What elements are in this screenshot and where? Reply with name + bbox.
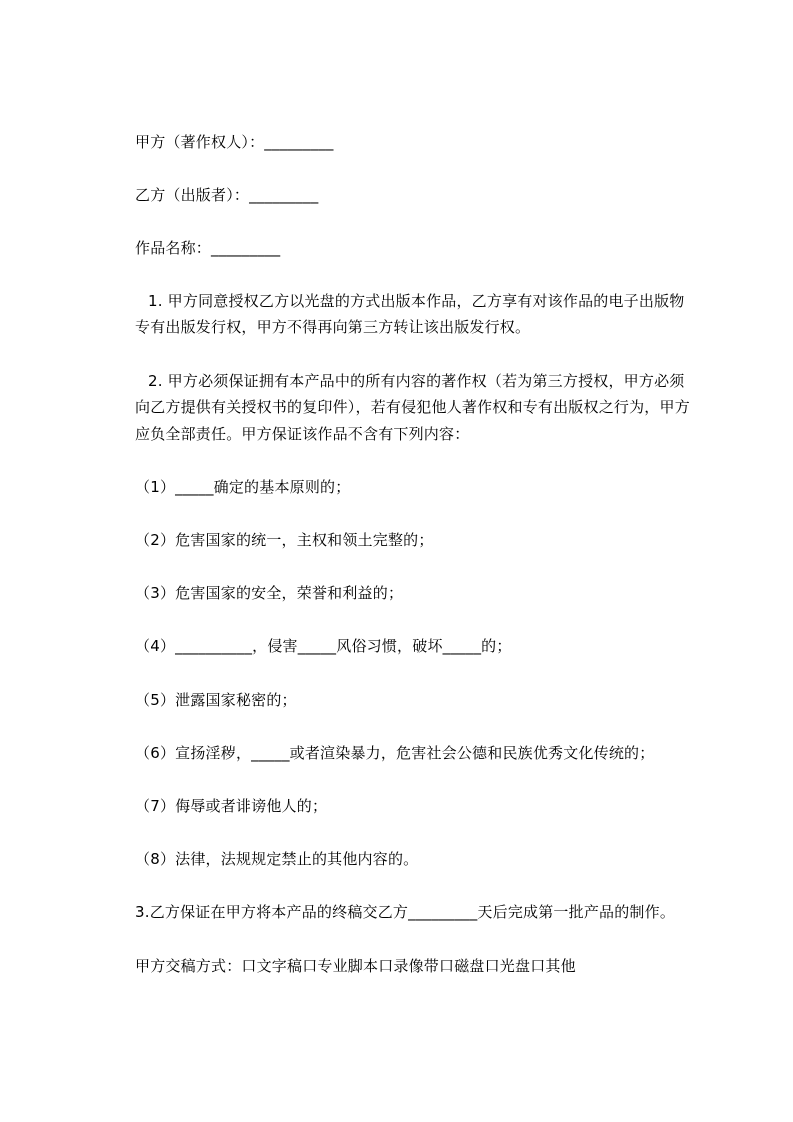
party-a-line: 甲方（著作权人）：_________ (135, 133, 334, 151)
work-name-line: 作品名称：_________ (135, 239, 281, 257)
list-item-1: （1）_____确定的基本原则的； (135, 478, 351, 496)
list-item-8: （8）法律，法规规定禁止的其他内容的。 (135, 850, 419, 868)
clause-2-line-1: 2. 甲方必须保证拥有本产品中的所有内容的著作权（若为第三方授权，甲方必须 (148, 372, 685, 390)
clause-3-line: 3.乙方保证在甲方将本产品的终稿交乙方_________天后完成第一批产品的制作。 (135, 903, 676, 921)
clause-2-line-3: 应负全部责任。甲方保证该作品不含有下列内容： (135, 425, 470, 443)
list-item-5: （5）泄露国家秘密的； (135, 691, 297, 709)
clause-1-line-2: 专有出版发行权，甲方不得再向第三方转让该出版发行权。 (135, 318, 531, 336)
list-item-6: （6）宣扬淫秽，_____或者渲染暴力，危害社会公德和民族优秀文化传统的； (135, 744, 655, 762)
party-b-line: 乙方（出版者）：_________ (135, 186, 319, 204)
clause-2-line-2: 向乙方提供有关授权书的复印件），若有侵犯他人著作权和专有出版权之行为，甲方 (135, 398, 690, 416)
list-item-4: （4）__________，侵害_____风俗习惯，破坏_____的； (135, 637, 512, 655)
list-item-2: （2）危害国家的统一，主权和领土完整的； (135, 531, 434, 549)
delivery-method-line: 甲方交稿方式：口文字稿口专业脚本口录像带口磁盘口光盘口其他 (135, 957, 576, 975)
list-item-7: （7）侮辱或者诽谤他人的； (135, 797, 328, 815)
list-item-3: （3）危害国家的安全，荣誉和利益的； (135, 584, 404, 602)
clause-1-line-1: 1. 甲方同意授权乙方以光盘的方式出版本作品，乙方享有对该作品的电子出版物 (148, 292, 685, 310)
